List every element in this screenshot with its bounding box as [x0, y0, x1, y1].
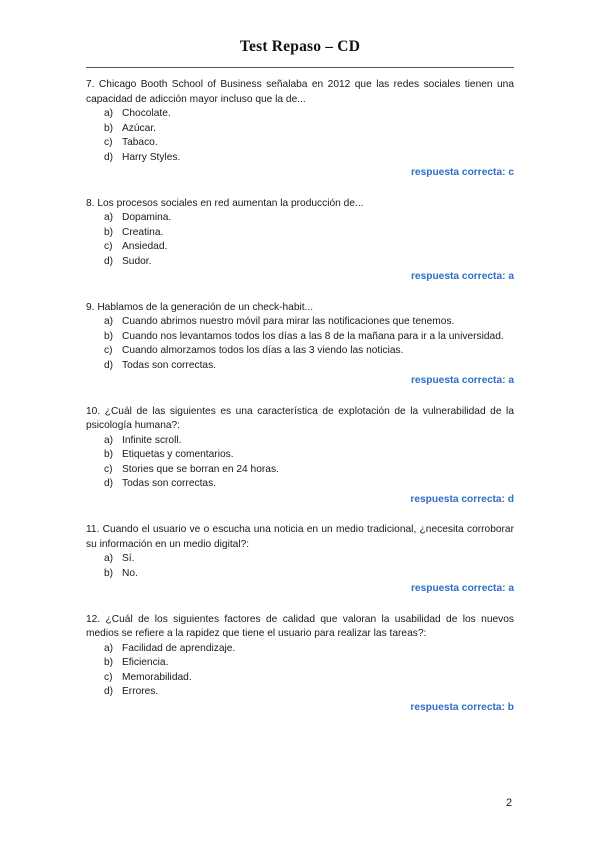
question-8	[86, 197, 514, 285]
spacer	[86, 597, 514, 613]
page-title: Test Repaso – CD	[239, 38, 361, 55]
options-list	[86, 552, 514, 581]
option-letter: c)	[104, 137, 113, 148]
correct-answer: respuesta correcta: b	[410, 701, 514, 713]
option-text: Azúcar.	[122, 122, 156, 134]
correct-answer: respuesta correcta: a	[410, 375, 514, 386]
option-letter: a)	[104, 316, 114, 327]
option-c	[86, 136, 514, 151]
correct-answer: respuesta correcta: a	[410, 271, 514, 282]
option-text: Todas son correctas.	[122, 359, 216, 371]
spacer	[86, 285, 514, 301]
option-letter: b)	[104, 226, 114, 238]
option-text: Etiquetas y comentarios.	[122, 449, 234, 460]
option-letter: b)	[104, 657, 114, 668]
option-text: No.	[122, 567, 138, 579]
question-10	[86, 405, 514, 508]
option-letter: b)	[104, 449, 114, 460]
option-letter: d)	[104, 255, 114, 267]
option-text: Cuando nos levantamos todos los días a las 8 de la mañana para ir a la universidad.	[122, 330, 504, 342]
option-letter: a)	[104, 642, 114, 654]
questions-list	[86, 78, 514, 715]
option-a	[86, 434, 514, 449]
spacer	[86, 181, 514, 197]
option-text: Infinite scroll.	[122, 434, 182, 446]
options-list	[86, 642, 514, 700]
question-text: 12. ¿Cuál de los siguientes factores de calidad que valoran la usabilidad de los nuevos medios se refiere a la rapidez que tiene el usuario para realizar las tareas?:	[86, 613, 514, 639]
option-c	[86, 671, 514, 686]
option-text: Ansiedad.	[122, 241, 168, 252]
option-text: Dopamina.	[122, 212, 172, 223]
option-text: Facilidad de aprendizaje.	[122, 642, 236, 654]
option-b	[86, 226, 514, 241]
header-divider	[86, 67, 514, 68]
option-letter: c)	[104, 463, 113, 475]
option-text: Harry Styles.	[122, 151, 181, 163]
option-c	[86, 240, 514, 255]
correct-answer: respuesta correcta: c	[410, 167, 514, 178]
option-b	[86, 330, 514, 345]
option-letter: d)	[104, 478, 114, 489]
option-text: Todas son correctas.	[122, 478, 216, 489]
option-text: Cuando abrimos nuestro móvil para mirar las notificaciones que tenemos.	[122, 316, 455, 327]
option-c	[86, 463, 514, 478]
question-9	[86, 301, 514, 389]
option-a	[86, 552, 514, 567]
option-d	[86, 685, 514, 700]
spacer	[86, 389, 514, 405]
option-text: Sudor.	[122, 255, 152, 267]
options-list	[86, 315, 514, 373]
option-text: Sí.	[122, 553, 135, 564]
option-letter: a)	[104, 108, 114, 119]
option-letter: d)	[104, 151, 114, 163]
question-11	[86, 523, 514, 597]
option-letter: a)	[104, 212, 114, 223]
option-letter: d)	[104, 686, 114, 697]
option-text: Cuando almorzamos todos los días a las 3 viendo las noticias.	[122, 345, 404, 356]
option-a	[86, 211, 514, 226]
correct-answer: respuesta correcta: d	[410, 493, 514, 505]
option-d	[86, 151, 514, 166]
option-d	[86, 255, 514, 270]
option-letter: b)	[104, 330, 114, 342]
option-letter: b)	[104, 567, 114, 579]
option-text: Chocolate.	[122, 108, 171, 119]
option-text: Memorabilidad.	[122, 671, 192, 683]
page-number: 2	[506, 797, 513, 809]
option-a	[86, 642, 514, 657]
option-d	[86, 477, 514, 492]
option-letter: a)	[104, 553, 114, 564]
option-b	[86, 122, 514, 137]
options-list	[86, 107, 514, 165]
option-letter: b)	[104, 122, 114, 134]
question-12	[86, 613, 514, 716]
question-text: 11. Cuando el usuario ve o escucha una noticia en un medio tradicional, ¿necesita corroborar su información en un medio digital?:	[86, 524, 514, 550]
option-letter: c)	[104, 241, 113, 252]
option-letter: d)	[104, 359, 114, 371]
option-letter: c)	[104, 671, 113, 683]
question-7	[86, 78, 514, 181]
correct-answer: respuesta correcta: a	[410, 583, 514, 594]
option-text: Eficiencia.	[122, 657, 169, 668]
question-text: 9. Hablamos de la generación de un check-habit...	[86, 301, 314, 313]
option-a	[86, 107, 514, 122]
options-list	[86, 434, 514, 492]
option-a	[86, 315, 514, 330]
option-d	[86, 359, 514, 374]
option-text: Tabaco.	[122, 137, 158, 148]
option-b	[86, 656, 514, 671]
option-text: Errores.	[122, 686, 159, 697]
option-b	[86, 448, 514, 463]
option-text: Stories que se borran en 24 horas.	[122, 463, 279, 475]
option-letter: c)	[104, 345, 113, 356]
question-text: 7. Chicago Booth School of Business señalaba en 2012 que las redes sociales tienen una capacidad de adicción mayor incluso que la de...	[86, 79, 514, 105]
option-c	[86, 344, 514, 359]
option-text: Creatina.	[122, 226, 164, 238]
question-text: 10. ¿Cuál de las siguientes es una característica de explotación de la vulnerabilidad de la psicología humana?:	[86, 405, 514, 431]
option-letter: a)	[104, 434, 114, 446]
option-b	[86, 567, 514, 582]
spacer	[86, 507, 514, 523]
question-text: 8. Los procesos sociales en red aumentan la producción de...	[86, 197, 364, 209]
options-list	[86, 211, 514, 269]
